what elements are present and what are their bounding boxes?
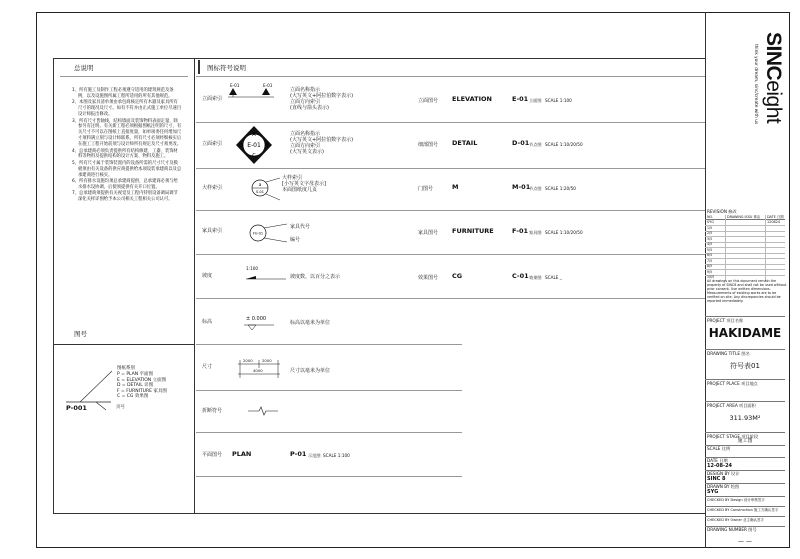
sheet-type-code: E-01 (512, 95, 529, 103)
break-symbol (248, 406, 278, 416)
drawing-number-label: DRAWING NUMBER 图号 (707, 527, 757, 532)
revision-row-no: 8/5 (707, 264, 713, 268)
sheet-label: PLAN (232, 450, 252, 458)
frame-left-line (53, 58, 54, 513)
detail-marker-bottom: S-01 (256, 190, 264, 194)
stage-label: PROJECT STAGE 项目阶段 (707, 434, 759, 439)
sheet-type-name: 门图号 (418, 186, 434, 192)
diamond-code: E-01 (247, 142, 261, 149)
level-symbol (244, 323, 280, 331)
revision-row-line (705, 236, 785, 237)
symbol-name: 坡度 (202, 273, 213, 279)
row-divider (196, 254, 705, 255)
revision-row-no: 4/5 (707, 242, 713, 246)
revision-row-line (705, 269, 785, 270)
revision-cell: 120824 (767, 220, 780, 224)
note-item: 3、所有尺寸皆轴线，结构墙面及装饰物料表面定量，除参另有注明。有关新工程必须根据图纸注明的尺寸，有关尺寸不可以在图纸上直接度量，如单项委任何增加尺寸须料满立刻与设计师联系。所有尺寸必须经细核实后在施工工程开始前须与设计师所有规定及尺寸须更改。 (72, 118, 182, 148)
legend-item: C = CG 效果图 (117, 394, 149, 400)
symbol-note: (大写英文表示) (290, 149, 324, 155)
elevation-arrow-symbols (228, 88, 278, 104)
symbol-note: 坡度数、以百分之表示 (290, 274, 341, 280)
date-value: 12-08-24 (707, 463, 733, 469)
sheet-type-label: FURNITURE (452, 227, 494, 235)
revision-row-no: 1/5 (707, 225, 713, 230)
revision-row-no: 9/5 (707, 269, 713, 274)
diamond-letter: D (239, 143, 243, 149)
sheet-scale: SCALE 1:100 (323, 453, 350, 458)
diamond-letter: A (252, 132, 256, 138)
symbol-notes (290, 87, 353, 111)
sheet-type-code: C-01 (512, 272, 529, 280)
design-label: DESIGN BY 设计 (707, 471, 740, 476)
sheet-type-scale: SCALE 1:10/20/50 (545, 142, 583, 147)
project-name: HAKIDAME (708, 326, 782, 340)
revision-header: REVISION 修改 (707, 209, 737, 214)
elevation-arrow-label: E-01 (263, 83, 273, 88)
sheet-type-scale: SCALE _ (545, 275, 562, 280)
brand-bold: SINC (762, 32, 785, 81)
symbol-notes (290, 320, 330, 326)
sheet-type-desc: 节点图 (529, 142, 542, 147)
brand-tagline-box (750, 44, 758, 194)
row-divider (196, 210, 705, 211)
dim-value: 2000 (262, 358, 272, 363)
sheet-desc: 示范图 (308, 453, 321, 458)
sheet-type-name: 立面图号 (418, 98, 439, 104)
revision-row-line (705, 253, 785, 254)
revision-row-no: 5/5 (707, 247, 713, 252)
revision-row-no: 7/5 (707, 258, 713, 263)
legend-item: P = PLAN 平面图 (117, 372, 154, 377)
note-item: 4、总承建商必须负责提供所有结构修建、工器、装饰材料等物料及提供结构的设计方案、物料及施工。 (72, 148, 178, 160)
drawn-label: DRAWN BY 绘图 (707, 484, 740, 489)
sheet-type-code: F-01 (512, 227, 528, 235)
sheet-type-label: DETAIL (452, 139, 478, 147)
furniture-marker: FU-01 (252, 231, 264, 236)
revision-row-line (705, 225, 785, 226)
project-label: PROJECT 项目名称 (707, 318, 744, 323)
drawn-value: SYG (707, 489, 719, 495)
sheet-type-name: 家具图号 (418, 230, 439, 236)
revision-row-no: 10/5 (707, 275, 715, 279)
symbol-note: 立面名称指示 (290, 87, 321, 93)
row-divider (196, 390, 462, 391)
symbol-note: 立面方向索引 (290, 99, 321, 105)
symbol-note: 家具代号 (290, 224, 311, 230)
tb-divider (705, 401, 785, 402)
brand-logo (756, 32, 786, 202)
note-item: 7、总承建商须提供有关视觉及工程内特别设备调局调节深化关样详图给予本公司相关工程相关公司认可。 (72, 191, 178, 203)
symbol-note: 立面名称指示 (290, 131, 321, 137)
symbols-title-mark (198, 60, 200, 74)
sheet-code: P-01 (290, 450, 307, 458)
row-divider (196, 476, 462, 477)
legend-list (117, 372, 167, 400)
symbol-notes (290, 368, 330, 374)
legend-item: D = DETAIL 详图 (117, 383, 154, 389)
revision-row-line (705, 231, 785, 232)
checked-construction: CHECKED BY Construction 施工方确认签字 (707, 508, 779, 512)
tb-divider (705, 506, 785, 507)
brand-tagline: think your dream, sinc/create with us (753, 44, 758, 125)
drawing-no-code: P-001 (66, 404, 87, 412)
row-divider (196, 432, 462, 433)
symbol-name: 立面索引 (202, 96, 223, 102)
tb-divider (705, 316, 785, 317)
symbol-notes (290, 131, 353, 155)
project-stage: 施工图 (737, 438, 753, 444)
general-notes (72, 88, 182, 204)
revision-col-line (725, 215, 726, 281)
symbol-name: 平面图号 (202, 452, 223, 458)
row-divider (196, 168, 705, 169)
revision-cell: SYG (707, 220, 714, 224)
level-label: ± 0.000 (246, 316, 267, 322)
symbol-name: 家具索引 (202, 228, 223, 234)
symbol-note: (大写英文+阿拉伯数字表示) (290, 93, 354, 99)
notes-title: 总说明 (74, 64, 94, 72)
symbol-note: 尺寸以毫米为单位 (290, 368, 331, 374)
symbol-note: 编号 (290, 237, 301, 243)
project-area: 311.93M² (729, 414, 761, 422)
symbol-notes (290, 274, 340, 280)
dim-value: 2000 (243, 358, 253, 363)
drawing-title-label: DRAWING TITLE 图名 (707, 351, 750, 356)
legend-header: 图纸系别 (117, 366, 135, 371)
diamond-letter: C (252, 153, 256, 159)
frame-top-line (53, 58, 705, 59)
legend-item: E = ELEVATION 立面图 (117, 377, 167, 383)
row-divider (196, 122, 705, 123)
symbol-notes (282, 175, 326, 193)
revision-column-header: NO. (707, 215, 714, 219)
checked-design: CHECKED BY Design 设计审核签字 (707, 498, 765, 502)
tb-divider (705, 496, 785, 497)
elevation-diamond-symbol (236, 126, 272, 164)
symbol-note: (大写英文+阿拉伯数字表示) (290, 137, 354, 143)
detail-marker-top: a (258, 183, 262, 188)
legend-item: F = FURNITURE 家具图 (117, 388, 167, 394)
symbol-note: 本面图纸度几页 (282, 187, 318, 193)
scale-label: SCALE 比例 (707, 446, 731, 451)
area-label: PROJECT AREA 项目面积 (707, 403, 756, 408)
symbol-note: 标高以毫米为单位 (290, 320, 331, 326)
elevation-arrow-label: E-01 (230, 83, 240, 88)
drawing-no-caption: 页号 (116, 405, 125, 410)
tb-divider (705, 516, 785, 517)
slope-symbol (246, 273, 286, 283)
sheet-type-scale: SCALE 1:100 (545, 98, 572, 103)
revision-row-line (705, 258, 785, 259)
design-value: SINC 8 (707, 476, 726, 482)
drawing-number: — — (738, 538, 752, 545)
tb-divider (705, 432, 785, 433)
dim-value: 4000 (253, 368, 263, 373)
tb-divider (705, 349, 785, 350)
sheet-type-desc: 效果图 (529, 275, 542, 280)
furniture-index-symbol (249, 222, 289, 244)
sheet-type-scale: SCALE 1:20/50 (545, 186, 576, 191)
symbols-title: 图标符号说明 (207, 64, 246, 72)
sheet-type-name: 效果图号 (418, 275, 439, 281)
note-item: 2、本图及家具清单须由承包商核定所有木器及家具所有尺寸的现况及尺寸。如有不符并由正式施工单位尽速目设计师报出修改。 (72, 100, 182, 118)
sheet-type-code: M-01 (512, 183, 531, 191)
revision-row-line (705, 247, 785, 248)
tb-divider (705, 379, 785, 380)
revision-column-header: DRAWING ISSU 事由 (727, 215, 761, 219)
sheet-type-label: CG (452, 272, 463, 280)
revision-column-header: DATE 日期 (767, 215, 784, 219)
sheet-type-name: 细部图号 (418, 142, 439, 148)
revision-col-line (765, 215, 766, 281)
sheet-type-desc: 节点图 (529, 186, 542, 191)
symbol-name: 折断符号 (202, 408, 223, 414)
checked-owner: CHECKED BY Owner 业主确认签字 (707, 518, 765, 522)
symbol-note: [小写英文字母表示] (282, 181, 326, 187)
symbol-name: 尺寸 (202, 364, 213, 370)
revision-row-no: 6/5 (707, 253, 713, 257)
symbol-note: 立面方向索引 (290, 143, 321, 149)
row-divider (196, 298, 705, 299)
slope-label: 1:100 (246, 266, 259, 271)
title-block (705, 12, 790, 548)
symbol-name: 大样索引 (202, 185, 223, 191)
sheet-type-label: M (452, 183, 459, 191)
symbol-note: (直线与箭头表示) (290, 105, 329, 111)
revision-row-line (705, 242, 785, 243)
drawing-title: 符号表01 (730, 362, 760, 370)
brand-wordmark (761, 32, 786, 123)
symbol-name: 标高 (202, 319, 213, 325)
sheet-type-code: D-01 (512, 139, 530, 147)
row-divider (196, 344, 462, 345)
notes-title-underline (60, 76, 188, 77)
disclaimer: All drawings on this document remain the property of SINC8 and shall not be used without prior consent. Use written dimensions. Measurements of existing works are to be verified on site. Any discrepancies should be reported immediately. (707, 279, 787, 303)
column-divider (194, 58, 195, 513)
revision-row-no: 3/5 (707, 236, 713, 241)
note-item: 1、所有施工及制作工程必须遵守适用的建筑规范及条例，以及设施图所属工程所适用的所有其他规范。 (72, 88, 174, 99)
revision-row-no: 2/5 (707, 231, 713, 235)
project-place-label: PROJECT PLACE 项目地点 (707, 381, 758, 386)
symbol-name: 立面索引 (202, 141, 223, 147)
date-label: DATE 日期 (707, 458, 728, 463)
revision-row-line (705, 264, 785, 265)
brand-light: eight (762, 80, 785, 124)
note-item: 5、所有尺寸属于装饰装置内的设备所需的尺寸尺寸及模板须由有关设备的供应商提供给本项设装承建商以及总承建商进行核实。 (72, 160, 182, 178)
sheet-type-label: ELEVATION (452, 95, 492, 103)
legend-divider (53, 344, 194, 345)
revision-row-line (705, 275, 785, 276)
sheet-type-desc: 家具图 (529, 230, 542, 235)
legend-title: 图号 (74, 330, 87, 338)
note-item: 6、所有排水设施均须总承建商提供，总承建商必须与给水排水设协调，后使须提供有关开口位置。 (72, 179, 178, 190)
sheet-type-scale: SCALE 1:10/20/50 (545, 230, 583, 235)
symbol-notes (290, 221, 310, 247)
frame-bottom-line (53, 513, 705, 514)
sheet-type-desc: 立面图 (529, 98, 542, 103)
symbols-title-underline (196, 76, 705, 77)
diamond-letter: B (265, 143, 269, 149)
symbol-note: 大样索引 (282, 175, 303, 181)
